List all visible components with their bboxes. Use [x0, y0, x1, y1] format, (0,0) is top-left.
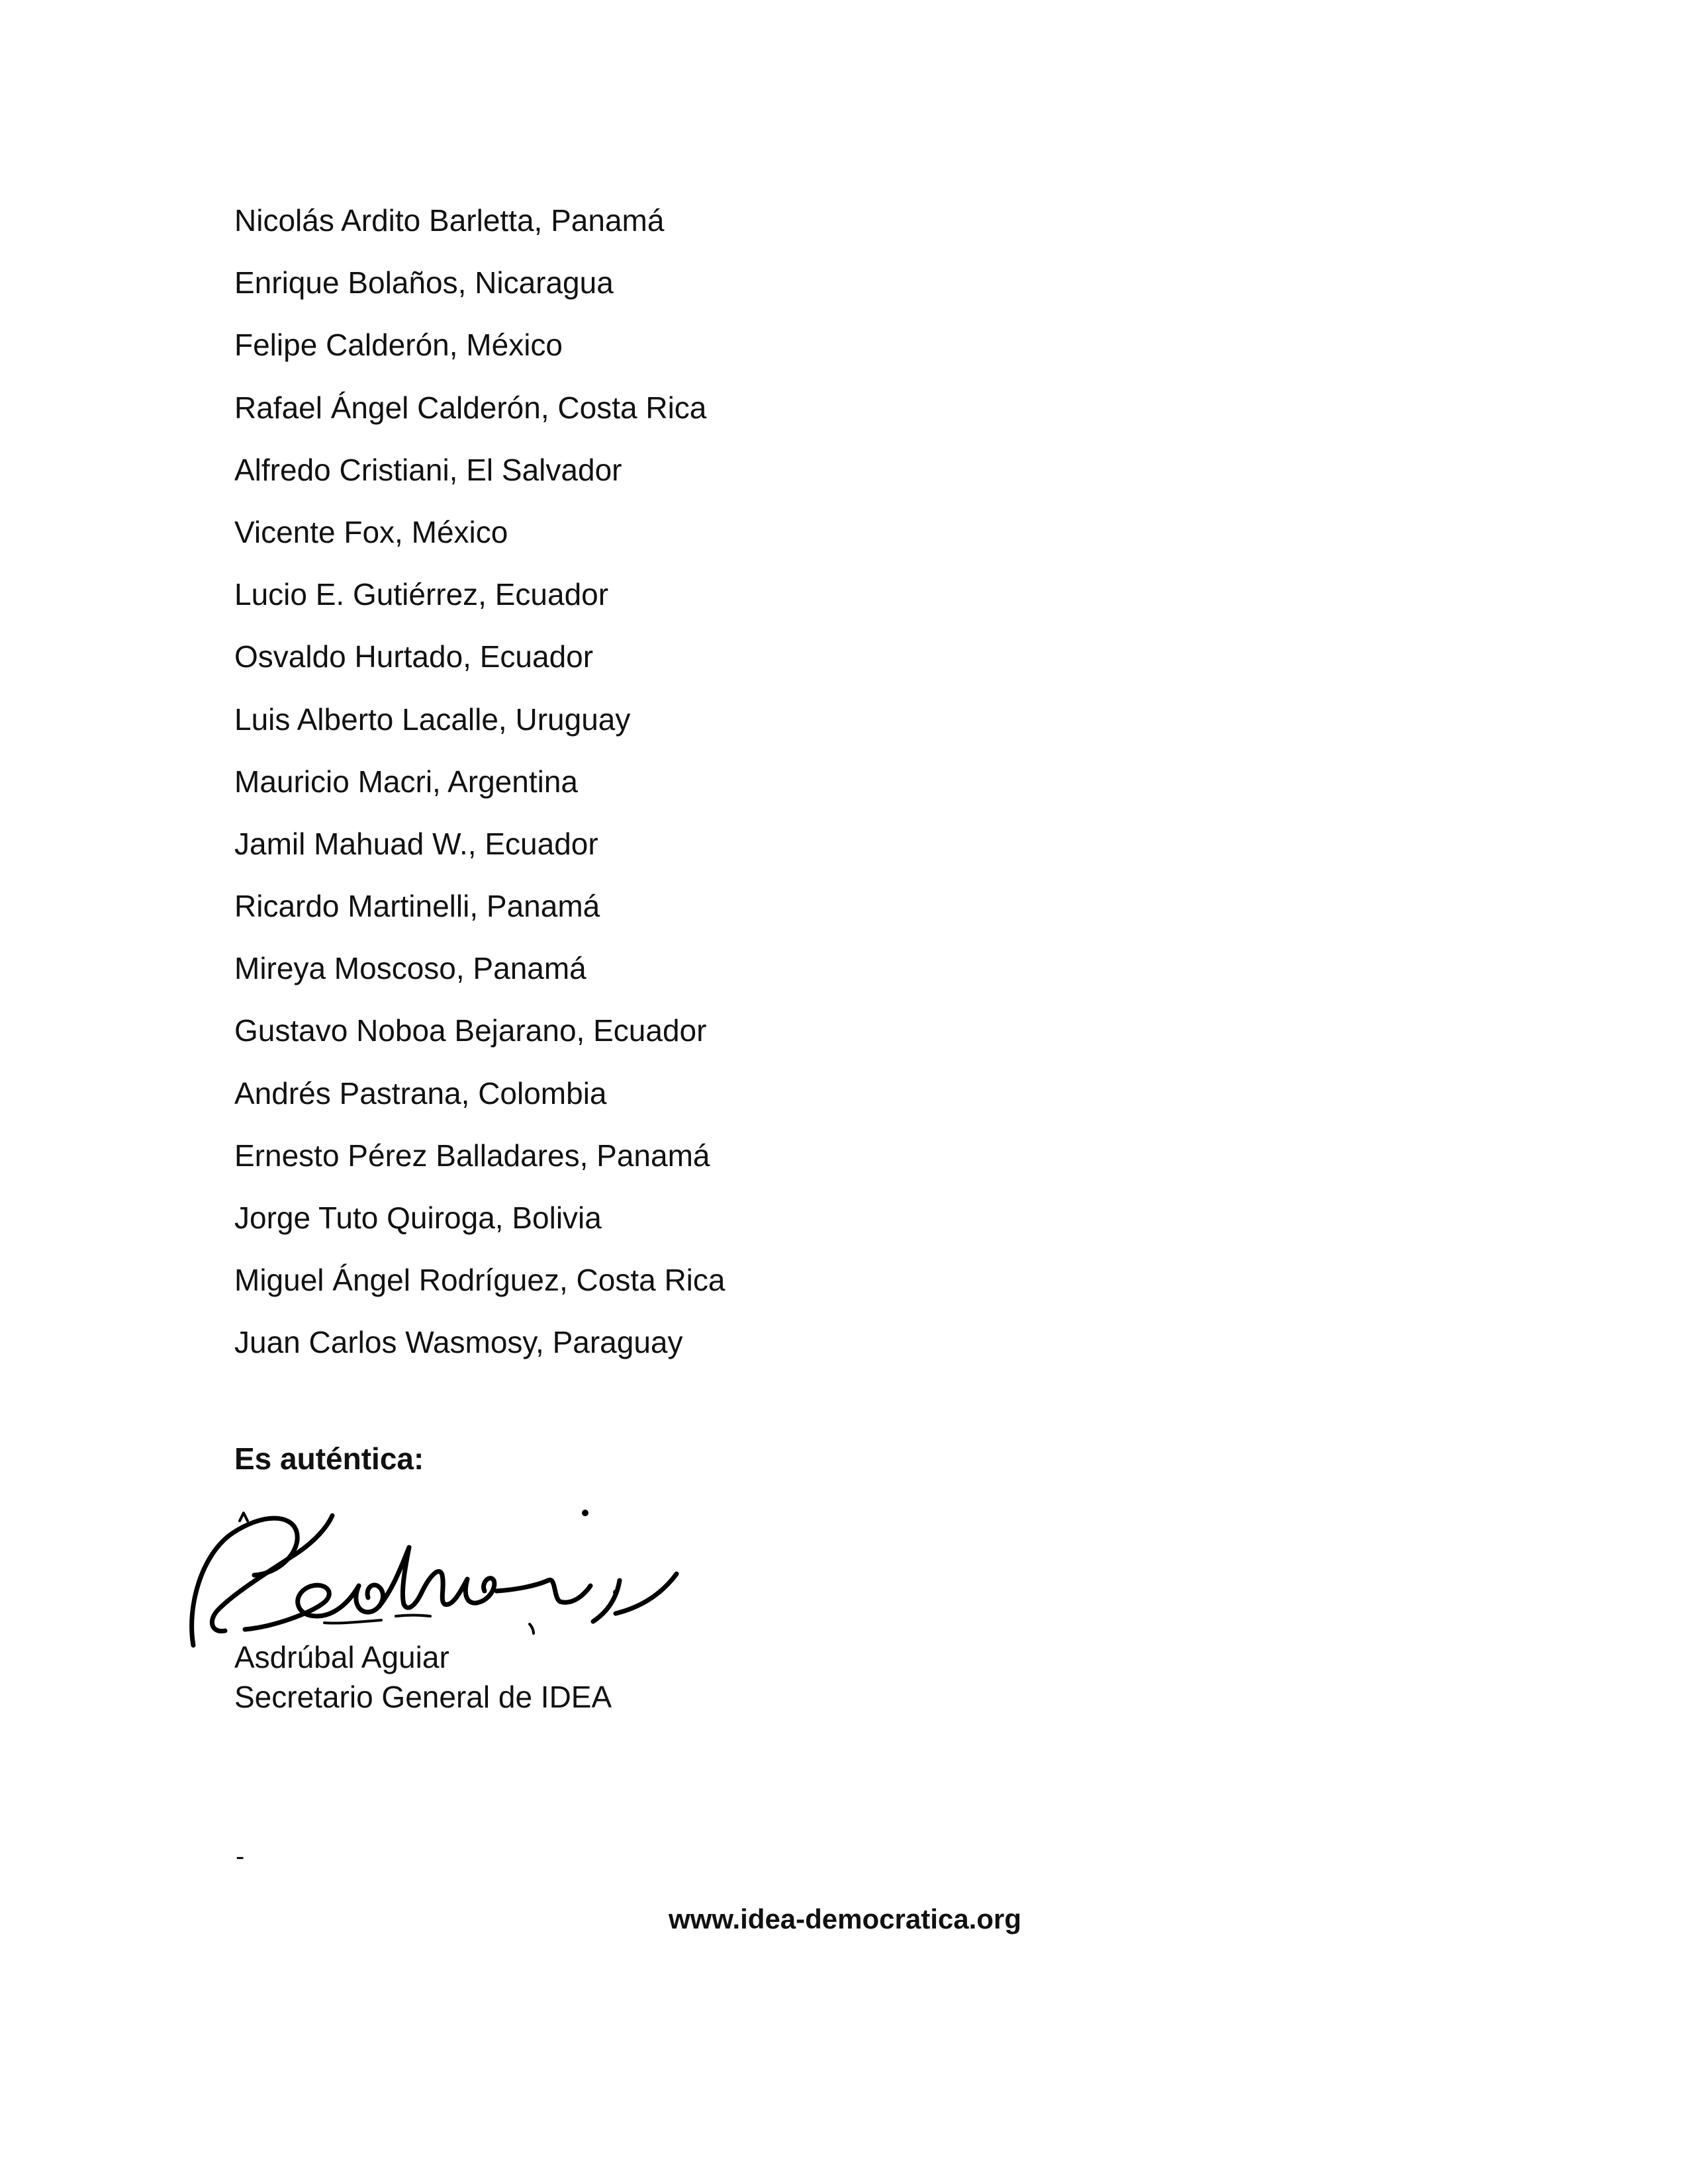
signatory-item: Miguel Ángel Rodríguez, Costa Rica	[234, 1263, 726, 1298]
signatory-item: Enrique Bolaños, Nicaragua	[234, 265, 614, 300]
signatory-item: Osvaldo Hurtado, Ecuador	[234, 639, 594, 674]
signatory-item: Vicente Fox, México	[234, 514, 508, 549]
signatory-item: Mireya Moscoso, Panamá	[234, 951, 586, 986]
signatory-item: Alfredo Cristiani, El Salvador	[234, 452, 622, 487]
signatory-item: Lucio E. Gutiérrez, Ecuador	[234, 577, 609, 612]
signer-name: Asdrúbal Aguiar	[234, 1640, 449, 1674]
signatory-item: Andrés Pastrana, Colombia	[234, 1075, 607, 1111]
signatory-item: Jorge Tuto Quiroga, Bolivia	[234, 1201, 602, 1235]
signatory-item: Gustavo Noboa Bejarano, Ecuador	[234, 1013, 707, 1048]
signatory-item: Nicolás Ardito Barletta, Panamá	[234, 203, 665, 238]
signatory-item: Jamil Mahuad W., Ecuador	[234, 826, 598, 861]
website-url: www.idea-democratica.org	[669, 1903, 1021, 1934]
signatory-item: Ernesto Pérez Balladares, Panamá	[234, 1138, 710, 1173]
signatory-item: Luis Alberto Lacalle, Uruguay	[234, 702, 631, 737]
footer-dash: -	[236, 1842, 245, 1871]
authentication-label: Es auténtica:	[234, 1441, 424, 1476]
signatory-item: Mauricio Macri, Argentina	[234, 764, 578, 799]
signatory-item: Ricardo Martinelli, Panamá	[234, 889, 600, 924]
signer-role: Secretario General de IDEA	[234, 1680, 612, 1714]
signatory-item: Rafael Ángel Calderón, Costa Rica	[234, 390, 707, 425]
signatory-item: Juan Carlos Wasmosy, Paraguay	[234, 1325, 683, 1360]
signatory-list	[234, 189, 725, 1374]
signatory-item: Felipe Calderón, México	[234, 328, 563, 363]
